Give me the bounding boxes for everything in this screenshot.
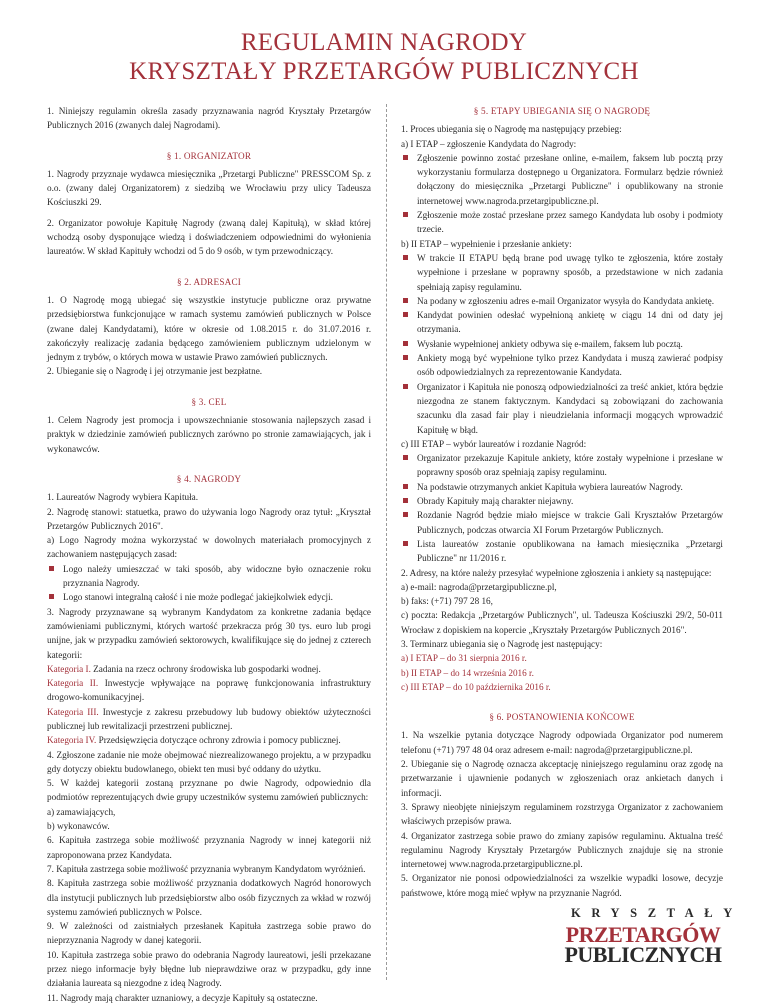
paragraph: 3. Nagrody przyznawane są wybranym Kandydatom za konkretne zadania będące zamówieniami publicznymi, których wartość przekracza próg 30 tys. euro lub progi unijne, jak w przypadku zamówień sektorowych, kwalifikujące się do jednej z czterech kategorii: <box>47 606 371 660</box>
bullet-icon <box>403 355 408 360</box>
title-line-1: REGULAMIN NAGRODY <box>240 29 528 56</box>
paragraph: c) poczta: Redakcja „Przetargów Publicznych", ul. Tadeusza Kościuszki 29/2, 50-011 Wrocław z dopiskiem na kopercie „Kryształy Przetargów Publicznych 2016". <box>401 610 723 635</box>
bullet-icon <box>403 212 408 217</box>
paragraph: 5. Organizator nie ponosi odpowiedzialności za wszelkie wypadki losowe, decyzje państwowe, które mogą mieć wpływ na przyznanie Nagród. <box>401 873 723 898</box>
right-column <box>401 104 723 900</box>
bullet-list <box>401 251 723 437</box>
paragraph: 3. Terminarz ubiegania się o Nagrodę jest następujący: <box>401 638 603 649</box>
section-heading-final: § 6. POSTANOWIENIA KOŃCOWE <box>489 712 635 723</box>
paragraph: b) II ETAP – wypełnienie i przesłanie ankiety: <box>401 238 572 249</box>
bullet-icon <box>403 541 408 546</box>
section-heading-stages: § 5. ETAPY UBIEGANIA SIĘ O NAGRODĘ <box>473 106 651 116</box>
list-item: Organizator i Kapituła nie ponoszą odpowiedzialności za treść ankiet, która będzie niezgodna ze stanem faktycznym. Kandydaci są zobowiązani do zachowania szacunku dla zasad fair play i nieudzielania informacji mogących wprowadzić Kapitułę w błąd. <box>401 380 723 437</box>
bullet-list <box>47 562 371 605</box>
section-heading-awards: § 4. NAGRODY <box>176 473 242 484</box>
list-item: Zgłoszenie powinno zostać przesłane online, e-mailem, faksem lub pocztą przy wykorzystaniu formularza dostępnego u Organizatora. Formularz będzie również dołączony do miesięcznika „Przetargi Publiczne" i opublikowany na stronie internetowej www.nagroda.przetargipubliczne.pl. <box>401 151 723 208</box>
deadline-stage-3: c) III ETAP – do 10 października 2016 r. <box>401 681 551 692</box>
bullet-icon <box>403 455 408 460</box>
column-divider <box>386 104 387 980</box>
paragraph: a) Logo Nagrody można wykorzystać w dowolnych materiałach promocyjnych z zachowaniem następujących zasad: <box>47 535 371 560</box>
bullet-list <box>401 451 723 565</box>
list-item: Lista laureatów zostanie opublikowana na łamach miesięcznika „Przetargi Publiczne" nr 11/2016 r. <box>401 537 723 566</box>
paragraph: 2. Ubieganie się o Nagrodę oznacza akceptację niniejszego regulaminu oraz zgodę na przetwarzanie i ujawnienie podanych w zgłoszeniach oraz ankietach danych i informacji. <box>401 759 723 798</box>
paragraph: 1. O Nagrodę mogą ubiegać się wszystkie instytucje publiczne oraz prywatne przedsiębiorstwa funkcjonujące w ramach systemu zamówień publicznych w Polsce (zwane dalej Kandydatami), które w okresie od 1.08.2015 r. do 31.07.2016 r. zakończyły realizację zadania będącego zamówieniem publicznym udzielonym w jednym z trybów, o których mowa w ustawie Prawo zamówień publicznych. <box>47 294 371 363</box>
paragraph: 2. Nagrodę stanowi: statuetka, prawo do używania logo Nagrody oraz tytuł: „Kryształ Przetargów Publicznych 2016". <box>47 506 371 531</box>
section-heading-recipients: § 2. ADRESACI <box>176 276 242 287</box>
paragraph: 4. Organizator zastrzega sobie prawo do zmiany zapisów regulaminu. Aktualna treść regulaminu Nagrody Kryształy Przetargów Publicznych znajduje się na stronie internetowej www.nagroda.przetargipubliczne.pl. <box>401 830 723 870</box>
paragraph: 5. W każdej kategorii zostaną przyznane po dwie Nagrody, odpowiednio dla podmiotów reprezentujących dwie grupy uczestników systemu zamówień publicznych: <box>47 778 371 803</box>
bullet-icon <box>403 298 408 303</box>
intro-paragraph: 1. Niniejszy regulamin określa zasady przyznawania nagród Kryształy Przetargów Publicznych 2016 (zwanych dalej Nagrodami). <box>47 106 371 131</box>
category-4: Kategoria IV. Przedsięwzięcia dotyczące ochrony zdrowia i pomocy publicznej. <box>47 735 341 746</box>
paragraph: 6. Kapituła zastrzega sobie możliwość przyznania Nagrody w innej kategorii niż zaproponowana przez Kandydata. <box>47 835 371 860</box>
paragraph: 1. Laureatów Nagrody wybiera Kapituła. <box>47 492 199 503</box>
list-item: Ankiety mogą być wypełnione tylko przez Kandydata i muszą zawierać podpisy osób odpowiedzialnych za reprezentowanie Kandydata. <box>401 351 723 380</box>
section-heading-goal: § 3. CEL <box>191 396 227 407</box>
logo-line-2: PRZETARGÓW <box>565 922 721 947</box>
bullet-icon <box>403 484 408 489</box>
category-1: Kategoria I. Zadania na rzecz ochrony środowiska lub gospodarki wodnej. <box>47 663 321 674</box>
deadline-stage-2: b) II ETAP – do 14 września 2016 r. <box>401 667 534 678</box>
paragraph: 11. Nagrody mają charakter uznaniowy, a decyzje Kapituły są ostateczne. <box>47 992 318 1003</box>
bullet-icon <box>403 312 408 317</box>
list-item: Obrady Kapituły mają charakter niejawny. <box>401 494 723 508</box>
deadline-stage-1: a) I ETAP – do 31 sierpnia 2016 r. <box>401 653 527 664</box>
paragraph: 2. Ubieganie się o Nagrodę i jej otrzymanie jest bezpłatne. <box>47 366 263 377</box>
bullet-icon <box>49 566 54 571</box>
list-item: Zgłoszenie może zostać przesłane przez samego Kandydata lub osoby i podmioty trzecie. <box>401 208 723 237</box>
bullet-icon <box>403 384 408 389</box>
paragraph: 7. Kapituła zastrzega sobie możliwość przyznania wybranym Kandydatom wyróżnień. <box>47 863 366 874</box>
list-item: Na podstawie otrzymanych ankiet Kapituła wybiera laureatów Nagrody. <box>401 480 723 494</box>
paragraph: a) e-mail: nagroda@przetargipubliczne.pl, <box>401 581 557 592</box>
bullet-icon <box>403 341 408 346</box>
paragraph: b) faks: (+71) 797 28 16, <box>401 596 493 607</box>
document-title <box>0 28 768 86</box>
paragraph: 8. Kapituła zastrzega sobie możliwość przyznania dodatkowych Nagród honorowych dla instytucji publicznych lub przedsiębiorstw albo osób fizycznych za wkład w rozwój systemu zamówień publicznych w Polsce. <box>47 878 371 917</box>
list-item: Kandydat powinien odesłać wypełnioną ankietę w ciągu 14 dni od daty jej otrzymania. <box>401 308 723 337</box>
paragraph: 2. Organizator powołuje Kapitułę Nagrody (zwaną dalej Kapitułą), w skład której wchodzą osoby dysponujące wiedzą i doświadczeniem odpowiednimi do wyłonienia laureatów. W skład Kapituły wchodzi od 5 do 9 osób, w tym przewodniczący. <box>47 217 371 257</box>
bullet-icon <box>403 155 408 160</box>
list-item: Na podany w zgłoszeniu adres e-mail Organizator wysyła do Kandydata ankietę. <box>401 294 723 308</box>
category-3: Kategoria III. Inwestycje z zakresu przebudowy lub budowy obiektów użyteczności publicznej lub rewitalizacji przestrzeni publicznej. <box>47 706 371 731</box>
list-item: Rozdanie Nagród będzie miało miejsce w trakcie Gali Kryształów Przetargów Publicznych, podczas otwarcia XI Forum Przetargów Publicznych. <box>401 508 723 537</box>
paragraph: 1. Celem Nagrody jest promocja i upowszechnianie stosowania najlepszych zasad i praktyk w dziedzinie zamówień publicznych zarówno po stronie zamawiających, jak i wykonawców. <box>47 415 371 454</box>
paragraph: 1. Na wszelkie pytania dotyczące Nagrody odpowiada Organizator pod numerem telefonu (+71) 797 48 04 oraz adresem e-mail: nagroda@przetargipubliczne.pl. <box>401 730 723 755</box>
paragraph: 1. Proces ubiegania się o Nagrodę ma następujący przebieg: <box>401 124 622 135</box>
list-item: Wysłanie wypełnionej ankiety odbywa się e-mailem, faksem lub pocztą. <box>401 337 723 351</box>
paragraph: 4. Zgłoszone zadanie nie może obejmować niezrealizowanego projektu, a w przypadku gdy dotyczy obiektu budowlanego, obiekt ten musi być oddany do użytku. <box>47 749 371 774</box>
paragraph: 9. W zależności od zaistniałych przesłanek Kapituła zastrzega sobie prawo do nieprzyznania Nagrody w danej kategorii. <box>47 921 371 946</box>
bullet-list <box>401 151 723 237</box>
paragraph: a) zamawiających, <box>47 806 116 817</box>
paragraph: a) I ETAP – zgłoszenie Kandydata do Nagrody: <box>401 138 577 149</box>
category-2: Kategoria II. Inwestycje wpływające na poprawę funkcjonowania infrastruktury drogowo-komunikacyjnej. <box>47 678 371 703</box>
bullet-icon <box>403 498 408 503</box>
section-heading-organizer: § 1. ORGANIZATOR <box>166 150 252 161</box>
logo-line-3: PUBLICZNYCH <box>564 942 722 967</box>
list-item: Logo stanowi integralną całość i nie może podlegać jakiejkolwiek edycji. <box>47 590 371 604</box>
paragraph: 1. Nagrody przyznaje wydawca miesięcznika „Przetargi Publiczne" PRESSCOM Sp. z o.o. (zwany dalej Organizatorem) z siedzibą we Wrocławiu przy ulicy Tadeusza Kościuszki 29. <box>47 168 371 208</box>
list-item: Logo należy umieszczać w taki sposób, aby widoczne było oznaczenie roku przyznania Nagrody. <box>47 562 371 591</box>
paragraph: c) III ETAP – wybór laureatów i rozdanie Nagród: <box>401 438 587 449</box>
paragraph: 10. Kapituła zastrzega sobie prawo do odebrania Nagrody laureatowi, jeśli przekazane przez niego informacje były błędne lub nieprawdziwe oraz w przypadku, gdy inne działania laureata są niezgodne z ideą Nagrody. <box>47 949 371 989</box>
list-item: W trakcie II ETAPU będą brane pod uwagę tylko te zgłoszenia, które zostały wypełnione i przesłane w poprawny sposób, a przedstawione w nich zadania spełniają zapisy regulaminu. <box>401 251 723 294</box>
left-column <box>47 104 371 1005</box>
list-item: Organizator przekazuje Kapitule ankiety, które zostały wypełnione i przesłane w poprawny sposób oraz spełniają zapisy regulaminu. <box>401 451 723 480</box>
bullet-icon <box>403 512 408 517</box>
bullet-icon <box>403 255 408 260</box>
award-logo <box>563 905 743 967</box>
paragraph: 2. Adresy, na które należy przesyłać wypełnione zgłoszenia i ankiety są następujące: <box>401 567 712 578</box>
bullet-icon <box>49 594 54 599</box>
logo-line-1: KRYSZTAŁY <box>571 906 743 920</box>
title-line-2: KRYSZTAŁY PRZETARGÓW PUBLICZNYCH <box>129 58 639 85</box>
paragraph: b) wykonawców. <box>47 821 110 832</box>
paragraph: 3. Sprawy nieobjęte niniejszym regulaminem rozstrzyga Organizator z zachowaniem właściwych przepisów prawa. <box>401 801 723 827</box>
